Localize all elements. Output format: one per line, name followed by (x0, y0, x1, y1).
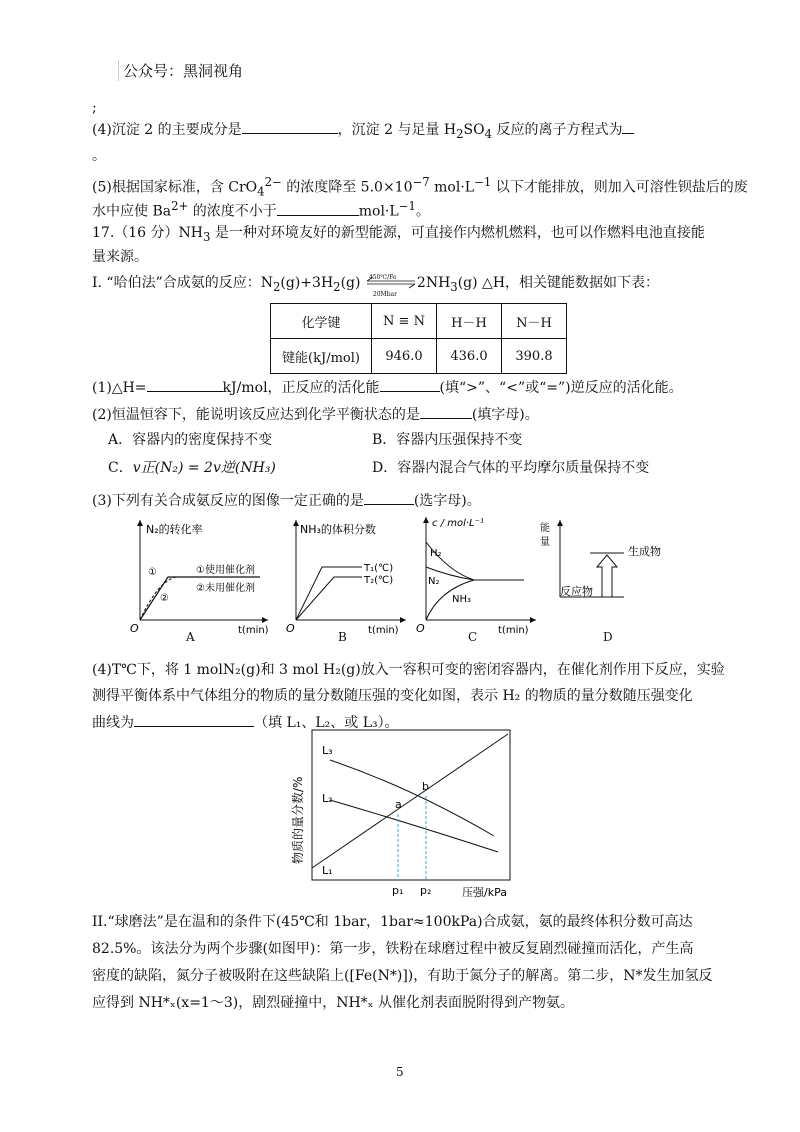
s3-a: (3)下列有关合成氨反应的图像一定正确的是 (92, 493, 364, 509)
figD-ylabel-1: 能 (540, 523, 550, 534)
q5-t7: mol·L (358, 203, 399, 220)
figE-L3: L₃ (322, 744, 333, 757)
figA-mark1: ① (148, 567, 157, 578)
figA-legend1: ①使用催化剂 (196, 565, 255, 576)
part-II-line2: 82.5%。该法分为两个步骤(如图甲)：第一步，铁粉在球磨过程中被反复剧烈碰撞而活化，产生高 (92, 941, 694, 957)
curve-L1 (312, 734, 508, 868)
q5-t1: (5)根据国家标准，含 CrO (92, 179, 258, 196)
option-C[interactable] (108, 458, 276, 478)
arrow-icon (262, 617, 268, 623)
question-17-line1 (92, 223, 705, 247)
figD-ylabel-2: 量 (540, 537, 550, 548)
figure-pressure (282, 728, 532, 903)
question-4 (92, 119, 634, 144)
table-header: N－H (502, 304, 567, 339)
table-row (271, 304, 567, 339)
header-watermark: 公众号：黑洞视角 (118, 60, 243, 81)
s3-b: (选字母)。 (413, 493, 481, 509)
q4-prefix: (4)沉淀 2 的主要成分是 (92, 122, 242, 138)
q5-sup: 2− (264, 175, 282, 189)
curve-L2 (330, 800, 498, 852)
q17-t2: 是一种对环境友好的新型能源，可直接作内燃机燃料，也可以作燃料电池直接能 (210, 225, 705, 241)
answer-blank[interactable] (364, 490, 414, 505)
question-17-line2: 量来源。 (92, 249, 148, 265)
table-cell: 946.0 (372, 339, 437, 374)
q4-sub2: 4 (484, 126, 493, 141)
s4-line3b: （填 L₁、L₂、或 L₃）。 (254, 715, 399, 731)
figD-product: 生成物 (628, 545, 661, 558)
curve-T1 (296, 567, 362, 620)
condition-top: 450℃/Fe (368, 274, 397, 281)
s1-a: (1)△H= (92, 380, 147, 396)
figC-origin: O (416, 622, 425, 635)
arrow-icon (293, 520, 299, 526)
partI-sub3: 3 (450, 279, 458, 294)
table-cell: 390.8 (502, 339, 567, 374)
partI-sub: 2 (273, 279, 281, 294)
figE-p1: p₁ (392, 884, 404, 897)
figE-point-b: b (422, 780, 429, 793)
reversible-arrow (365, 273, 417, 298)
figC-h2: H₂ (430, 548, 442, 559)
table-cell: 键能(kJ/mol) (271, 339, 372, 374)
figD-reactant: 反应物 (560, 585, 593, 598)
q5-t8: 。 (415, 203, 430, 220)
figA-legend2: ②未用催化剂 (196, 583, 255, 594)
q5-t4: 以下才能排放，则加入可溶性钡盐后的废 (491, 179, 748, 196)
figE-p2: p₂ (420, 884, 432, 897)
figC-label: C (468, 630, 478, 644)
figE-xlabel: 压强/kPa (462, 886, 507, 899)
figB-t1: T₁(℃) (364, 563, 394, 574)
energy-arrow-icon (597, 555, 617, 597)
figA-mark2: ② (160, 593, 169, 604)
stray-mark: ; (92, 100, 97, 116)
table-header: H－H (437, 304, 502, 339)
figC-nh3: NH₃ (452, 594, 472, 605)
partI-prefix: Ⅰ. “哈伯法”合成氨的反应：N (92, 275, 273, 291)
q4-suffix: 反应的离子方程式为 (492, 122, 623, 138)
curve-no-catalyst (140, 577, 176, 620)
figB-t2: T₂(℃) (364, 575, 394, 586)
figD-label: D (603, 630, 613, 644)
figure-A (128, 515, 278, 645)
subq-1 (92, 377, 683, 398)
answer-blank[interactable] (380, 377, 440, 392)
subq-2 (92, 404, 539, 425)
figC-ylabel: c / mol·L⁻¹ (432, 518, 484, 529)
figB-origin: O (286, 622, 295, 635)
bond-energy-table (270, 303, 567, 374)
curve-T2 (296, 577, 362, 620)
figB-label: B (338, 630, 347, 644)
optC-formula: v正(N₂) = 2v逆(NH₃) (132, 460, 276, 476)
subq-4-line1: (4)T℃下，将 1 molN₂(g)和 3 mol H₂(g)放入一容积可变的密闭容器内，在催化剂作用下反应，实验 (92, 662, 725, 678)
part-II-line4: 应得到 NH*ₓ(x=1～3)，剧烈碰撞中，NH*ₓ 从催化剂表面脱附得到产物氨。 (92, 995, 575, 1011)
figB-xlabel: t(min) (368, 625, 399, 636)
figA-origin: O (130, 622, 139, 635)
figE-L2: L₂ (322, 792, 333, 805)
partI-r2: (g) (340, 275, 361, 291)
q5-t5: 水中应使 Ba (92, 203, 172, 220)
figA-xlabel: t(min) (238, 625, 269, 636)
q4-mid2: SO (463, 122, 485, 138)
answer-blank[interactable] (242, 119, 338, 134)
q5-t6: 的浓度不小于 (188, 203, 277, 220)
q4-mid: ，沉淀 2 与足量 H (337, 122, 457, 138)
part-I-line (92, 273, 659, 297)
arrow-icon (530, 617, 536, 623)
arrow-icon (137, 520, 143, 526)
s2-a: (2)恒温恒容下，能说明该反应达到化学平衡状态的是 (92, 407, 420, 423)
answer-blank[interactable] (134, 712, 254, 727)
figB-ylabel: NH₃的体积分数 (300, 523, 376, 536)
part-II-line3: 密度的缺陷，氮分子被吸附在这些缺陷上([Fe(N*)])，有助于氮分子的解离。第二步，N*发生加氢反 (92, 968, 713, 984)
q4-tail: 。 (92, 148, 106, 164)
option-B[interactable]: B．容器内压强保持不变 (372, 432, 523, 448)
q5-t2: 的浓度降至 5.0×10 (281, 179, 413, 196)
figure-D (540, 515, 700, 625)
option-A[interactable]: A．容器内的密度保持不变 (108, 432, 273, 448)
part-II-line1: II.“球磨法”是在温和的条件下(45℃和 1bar，1bar≈100kPa)合成氨，氨的最终体积分数可高达 (92, 914, 693, 930)
figC-n2: N₂ (428, 576, 440, 587)
figA-label: A (186, 630, 195, 644)
q5-sup5: −1 (398, 199, 416, 213)
table-cell: 436.0 (437, 339, 502, 374)
answer-blank[interactable] (622, 119, 634, 134)
table-header: 化学键 (271, 304, 372, 339)
subq-3 (92, 490, 481, 511)
q5-sub: 4 (257, 184, 265, 199)
answer-blank[interactable] (420, 404, 472, 419)
q5-t3: mol·L (429, 179, 475, 196)
s4-line3a: 曲线为 (92, 715, 134, 731)
q5-sup3: −1 (474, 175, 492, 189)
partI-r1: (g)+3H (280, 275, 334, 291)
arrow-icon (423, 517, 429, 523)
s1-c: (填“>”、“<”或“=”)逆反应的活化能。 (439, 380, 683, 396)
s2-b: (填字母)。 (471, 407, 539, 423)
arrow-icon (400, 617, 406, 623)
table-header: N ≡ N (372, 304, 437, 339)
q17-sub: 3 (203, 229, 211, 244)
figE-L1: L₁ (322, 864, 333, 877)
q4-sub: 2 (456, 126, 464, 141)
answer-blank[interactable] (277, 201, 359, 216)
figC-xlabel: t(min) (498, 625, 529, 636)
figA-ylabel: N₂的转化率 (146, 523, 203, 536)
figE-ylabel: 物质的量分数/% (291, 776, 305, 864)
optC-prefix: C． (108, 460, 133, 476)
q17-t1: 17.（16 分）NH (92, 225, 203, 241)
figE-point-a: a (395, 798, 402, 811)
partI-r3: (g) △H，相关键能数据如下表： (457, 275, 660, 291)
q5-sup2: −7 (412, 175, 430, 189)
arrow-icon (557, 520, 563, 526)
question-5-line2 (92, 196, 430, 222)
figure-B (284, 515, 414, 645)
partI-prod: 2NH (416, 275, 451, 291)
subq-4-line2: 测得平衡体系中气体组分的物质的量分数随压强的变化如图，表示 H₂ 的物质的量分数随压强变化 (92, 688, 693, 704)
s1-b: kJ/mol，正反应的活化能 (222, 380, 380, 396)
table-row (271, 339, 567, 374)
condition-bottom: 20Mbar (372, 291, 397, 298)
option-D[interactable]: D．容器内混合气体的平均摩尔质量保持不变 (372, 460, 650, 476)
partI-sub2: 2 (333, 279, 341, 294)
page-number: 5 (396, 1065, 404, 1079)
answer-blank[interactable] (147, 377, 223, 392)
figure-C (414, 512, 544, 645)
q5-sup4: 2+ (171, 199, 189, 213)
